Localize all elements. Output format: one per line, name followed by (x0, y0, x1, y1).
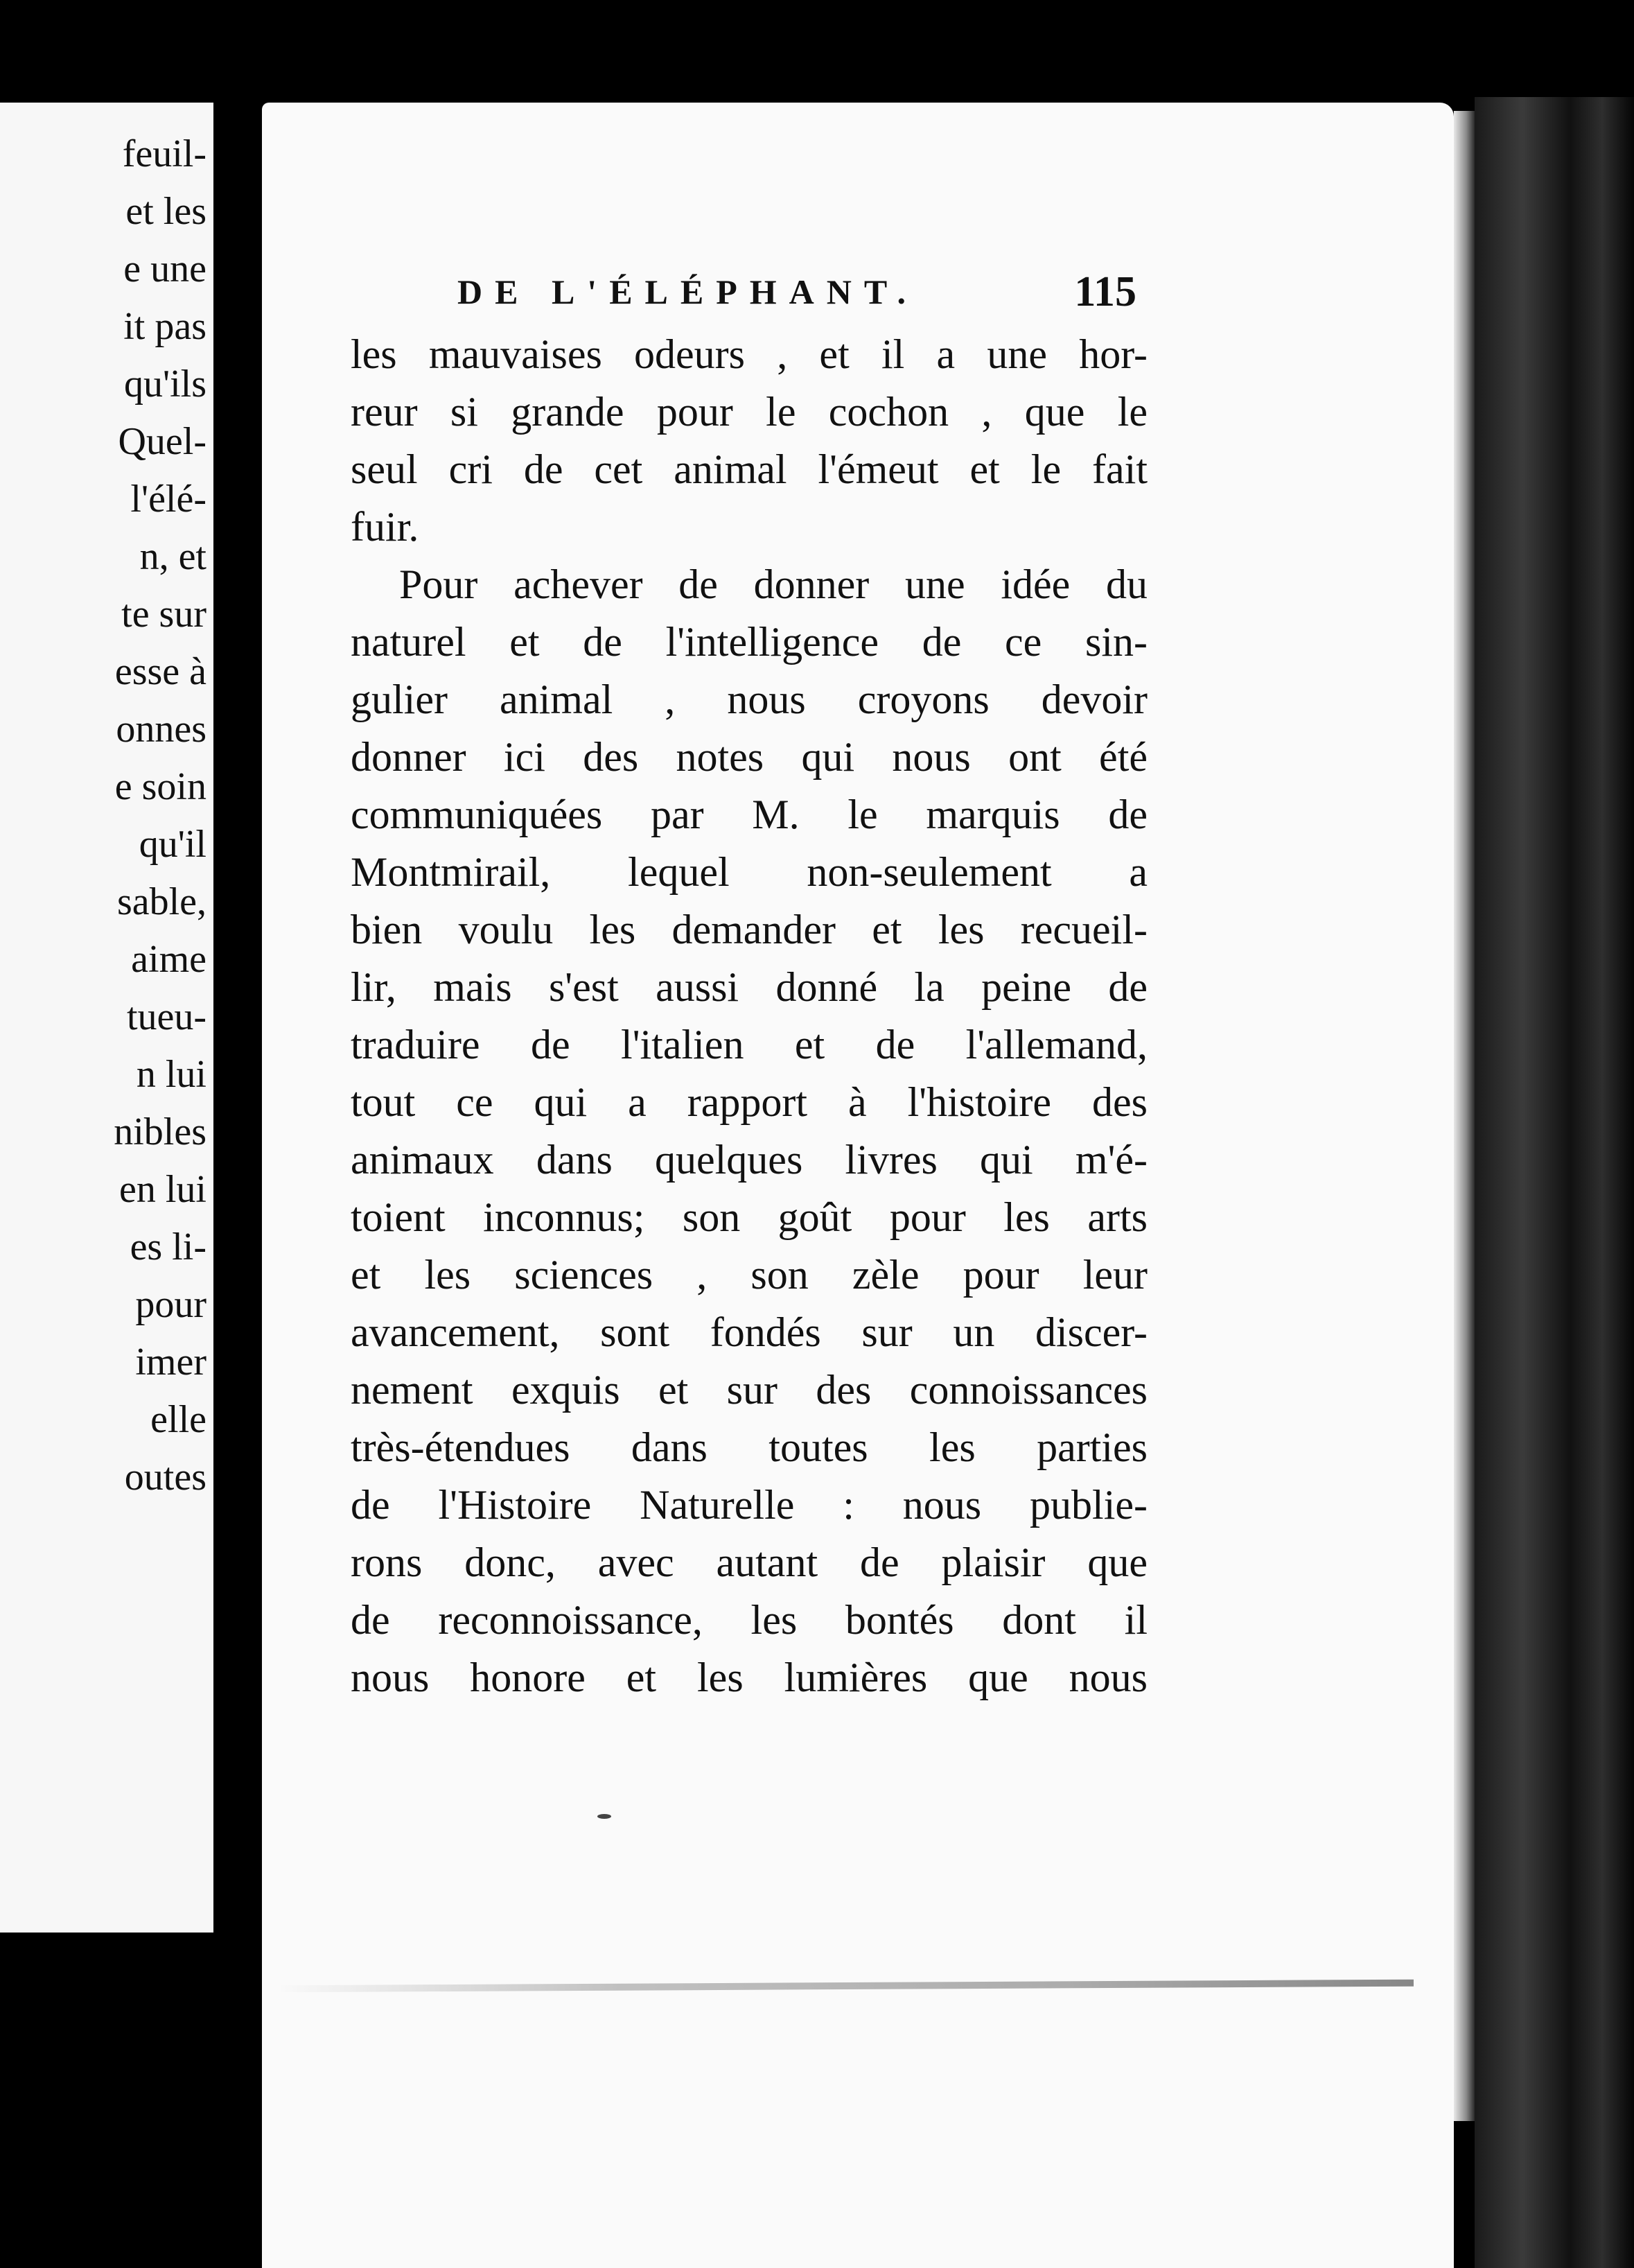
left-page-line: en lui (119, 1168, 207, 1211)
left-page-line: l'élé- (130, 478, 207, 521)
left-page-line: n, et (139, 535, 207, 578)
body-text-line: les mauvaises odeurs , et il a une hor- (351, 331, 1148, 377)
running-head (457, 268, 1136, 315)
book-gutter (213, 103, 262, 2268)
left-page-line: pour (135, 1283, 207, 1326)
body-text-line: toient inconnus; son goût pour les arts (351, 1194, 1148, 1240)
left-page-line: it pas (123, 305, 207, 348)
body-text-line: fuir. (351, 504, 419, 550)
left-page-line: elle (150, 1398, 207, 1441)
left-page-line: es li- (130, 1225, 207, 1268)
body-text (351, 326, 1148, 1707)
body-text-line: seul cri de cet animal l'émeut et le fait (351, 446, 1148, 492)
running-head-title: DE L'ÉLÉPHANT. (457, 272, 919, 311)
left-page-line: nibles (114, 1110, 207, 1153)
body-text-line: nement exquis et sur des connoissances (351, 1367, 1148, 1413)
left-page-line: e soin (114, 765, 207, 808)
body-text-line: reur si grande pour le cochon , que le (351, 389, 1148, 435)
left-page-line: et les (125, 190, 207, 233)
left-page-line: outes (124, 1456, 207, 1499)
body-text-line: très-étendues dans toutes les parties (351, 1424, 1148, 1470)
body-text-line: animaux dans quelques livres qui m'é- (351, 1137, 1148, 1183)
body-text-line: avancement, sont fondés sur un discer- (351, 1309, 1148, 1355)
left-page-line: aime (131, 938, 207, 981)
left-page-line: onnes (116, 708, 207, 751)
body-text-line: nous honore et les lumières que nous (351, 1655, 1148, 1700)
left-page-line: te sur (121, 593, 207, 636)
body-text-line: Montmirail, lequel non-seulement a (351, 849, 1148, 895)
body-text-line: et les sciences , son zèle pour leur (351, 1252, 1148, 1298)
left-page-line: e une (123, 247, 207, 290)
page-number: 115 (1074, 268, 1136, 315)
body-text-line: Pour achever de donner une idée du (399, 561, 1148, 607)
left-page-line: qu'ils (124, 363, 207, 405)
body-text-line: de l'Histoire Naturelle : nous publie- (351, 1482, 1148, 1528)
body-text-line: gulier animal , nous croyons devoir (351, 677, 1148, 722)
left-page-line: tueu- (126, 995, 207, 1038)
ink-speck (597, 1814, 611, 1819)
book-spine (1475, 97, 1634, 2268)
body-text-line: bien voulu les demander et les recueil- (351, 907, 1148, 952)
body-text-line: de reconnoissance, les bontés dont il (351, 1597, 1148, 1643)
body-text-line: rons donc, avec autant de plaisir que (351, 1539, 1148, 1585)
left-page-line: n lui (136, 1053, 207, 1096)
body-text-line: traduire de l'italien et de l'allemand, (351, 1022, 1148, 1067)
left-page-line: esse à (114, 650, 207, 693)
body-text-line: naturel et de l'intelligence de ce sin- (351, 619, 1148, 665)
left-page (0, 103, 213, 1933)
left-page-line: imer (135, 1341, 207, 1384)
left-page-line: sable, (116, 880, 207, 923)
body-text-line: donner ici des notes qui nous ont été (351, 734, 1148, 780)
body-text-line: lir, mais s'est aussi donné la peine de (351, 964, 1148, 1010)
page-edge (1454, 111, 1475, 2121)
left-page-line: feuil- (122, 132, 207, 175)
left-page-line: qu'il (139, 823, 207, 866)
body-text-line: tout ce qui a rapport à l'histoire des (351, 1079, 1148, 1125)
body-text-line: communiquées par M. le marquis de (351, 792, 1148, 837)
left-page-line: Quel- (118, 420, 207, 463)
